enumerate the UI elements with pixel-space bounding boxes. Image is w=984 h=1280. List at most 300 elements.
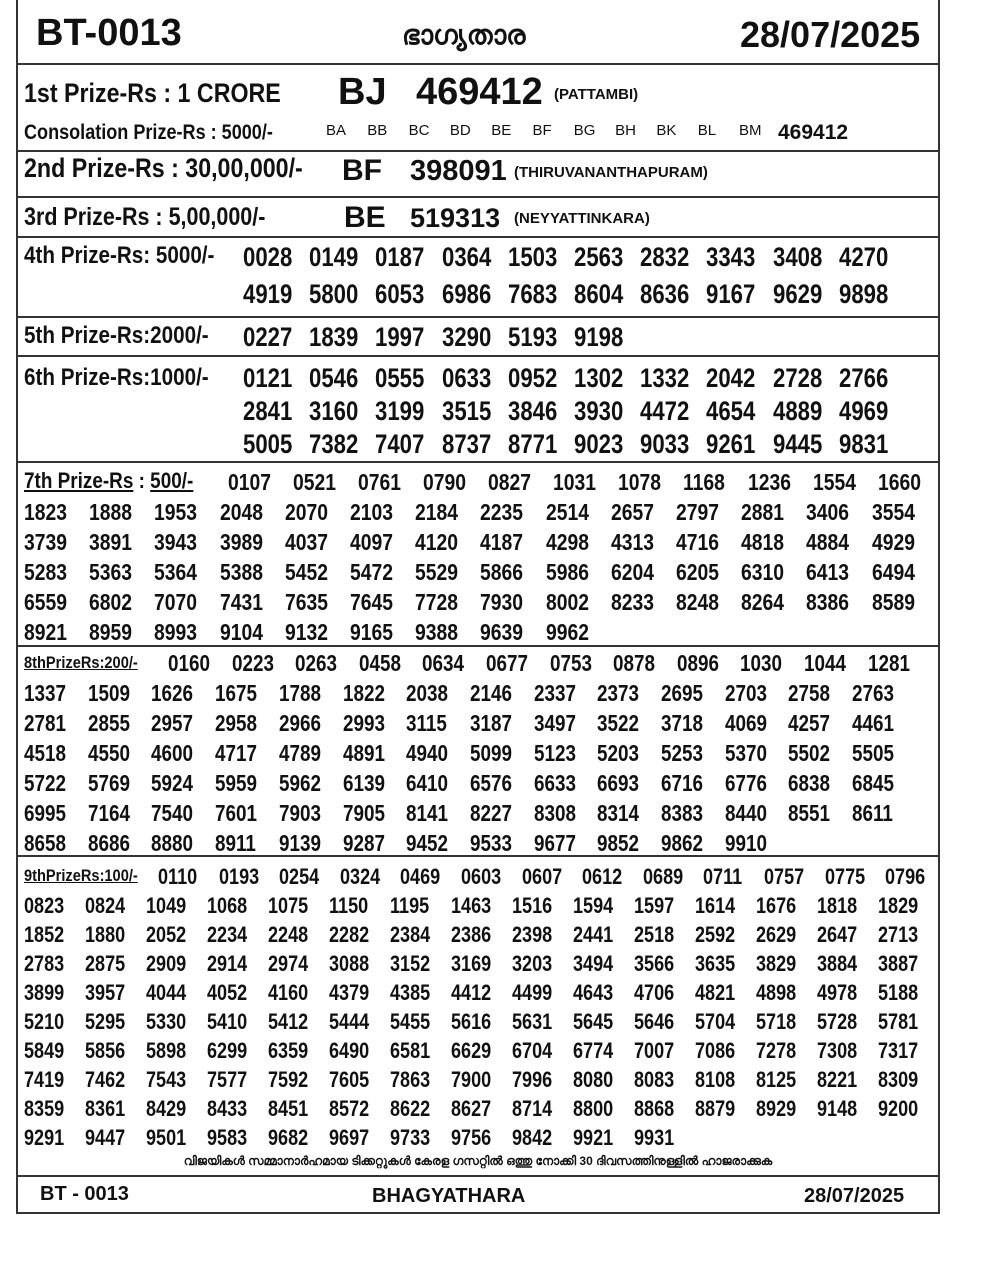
winning-number: 8083 [634, 1067, 675, 1092]
winning-number: 6838 [788, 770, 831, 796]
winning-number: 9198 [574, 322, 624, 352]
winning-number: 5412 [268, 1009, 309, 1034]
winning-number: 9682 [268, 1125, 309, 1150]
winning-number: 0324 [339, 864, 380, 889]
winning-number: 9639 [480, 619, 524, 645]
winning-number: 8108 [695, 1067, 736, 1092]
winning-number: 2184 [415, 499, 459, 525]
consolation-series-list [326, 122, 786, 146]
winning-number: 2993 [342, 710, 385, 736]
winning-number: 5295 [85, 1009, 126, 1034]
winning-number: 2235 [480, 499, 524, 525]
winning-number: 9852 [597, 830, 640, 856]
winning-number: 9445 [772, 429, 822, 459]
winning-number: 6310 [741, 559, 785, 585]
winning-number: 3635 [695, 951, 736, 976]
winning-number: 8429 [146, 1096, 187, 1121]
winning-number: 0149 [309, 242, 359, 272]
consolation-series-code: BF [532, 122, 552, 139]
winning-number: 1281 [867, 650, 910, 676]
consolation-series-code: BH [615, 122, 636, 139]
winning-number: 4884 [806, 529, 850, 555]
winning-number: 1888 [89, 499, 133, 525]
winning-number: 2909 [146, 951, 187, 976]
winning-number: 2384 [390, 922, 431, 947]
winning-number: 8658 [24, 830, 66, 856]
winning-number: 1463 [451, 893, 492, 918]
winning-number: 1953 [154, 499, 198, 525]
first-prize-series: BJ [338, 71, 387, 113]
winning-number: 5781 [878, 1009, 919, 1034]
winning-number: 9756 [451, 1125, 492, 1150]
fourth-prize-row [24, 242, 245, 270]
winning-number: 6629 [451, 1038, 492, 1063]
winning-number: 9200 [878, 1096, 919, 1121]
winning-number: 9291 [24, 1125, 65, 1150]
winning-number: 0824 [85, 893, 126, 918]
winning-number: 5410 [207, 1009, 248, 1034]
winning-number: 7996 [512, 1067, 553, 1092]
winning-number: 1822 [342, 680, 385, 706]
winning-number: 7431 [219, 589, 263, 615]
claim-notice: വിജയികൾ സമ്മാനാർഹമായ ടിക്കറ്റുകൾ കേരള ഗസറ്റിൽ ഒത്തു നോക്കി 30 ദിവസത്തിനുള്ളിൽ ഹാജരാക്കുക [183, 1154, 773, 1168]
winning-number: 2781 [24, 710, 66, 736]
footer-lottery-name: BHAGYATHARA [372, 1185, 526, 1207]
winning-number: 6494 [871, 559, 915, 585]
winning-number: 0187 [375, 242, 425, 272]
ninth-prize-row [24, 866, 156, 886]
winning-number: 1997 [375, 322, 425, 352]
winning-number: 4919 [243, 279, 293, 309]
sixth-prize-label: 6th Prize-Rs:1000/- [24, 364, 209, 391]
winning-number: 8080 [573, 1067, 614, 1092]
winning-number: 8686 [87, 830, 130, 856]
consolation-series-code: BM [739, 122, 762, 139]
winning-number: 1503 [507, 242, 558, 272]
winning-number: 2958 [215, 710, 258, 736]
winning-number: 7635 [284, 589, 328, 615]
winning-number: 1675 [215, 680, 258, 706]
winning-number: 7462 [85, 1067, 126, 1092]
winning-number: 4412 [451, 980, 492, 1005]
winning-number: 5188 [878, 980, 919, 1005]
winning-number: 0458 [358, 650, 401, 676]
divider [18, 355, 938, 357]
consolation-series-code: BG [573, 122, 596, 139]
winning-number: 8264 [741, 589, 785, 615]
winning-number: 2875 [85, 951, 126, 976]
winning-number: 0823 [24, 893, 65, 918]
winning-number: 6559 [24, 589, 67, 615]
winning-number: 0223 [231, 650, 274, 676]
winning-number: 5283 [24, 559, 67, 585]
winning-number: 8959 [89, 619, 133, 645]
winning-number: 3846 [507, 396, 558, 426]
winning-number: 8714 [512, 1096, 553, 1121]
divider [18, 316, 938, 318]
winning-number: 0634 [422, 650, 465, 676]
winning-number: 1660 [878, 469, 921, 495]
winning-number: 4821 [695, 980, 736, 1005]
winning-number: 0603 [461, 864, 502, 889]
winning-number: 1852 [24, 922, 65, 947]
winning-number: 4600 [151, 740, 194, 766]
winning-number: 2841 [243, 396, 293, 426]
third-prize-label: 3rd Prize-Rs : 5,00,000/- [24, 203, 266, 231]
winning-number: 2647 [817, 922, 858, 947]
winning-number: 6716 [661, 770, 703, 796]
winning-number: 2797 [676, 499, 719, 525]
winning-number: 2048 [219, 499, 263, 525]
winning-number: 3829 [756, 951, 797, 976]
winning-number: 8433 [207, 1096, 248, 1121]
divider [18, 63, 938, 65]
consolation-row [24, 121, 313, 145]
winning-number: 7407 [375, 429, 425, 459]
winning-number: 5728 [817, 1009, 858, 1034]
winning-number: 6413 [806, 559, 850, 585]
winning-number: 8636 [640, 279, 690, 309]
winning-number: 6359 [268, 1038, 309, 1063]
winning-number: 4717 [215, 740, 258, 766]
winning-number: 7930 [480, 589, 524, 615]
draw-code: BT-0013 [36, 12, 182, 54]
divider [18, 1175, 938, 1177]
winning-number: 2386 [451, 922, 492, 947]
winning-number: 1839 [309, 322, 359, 352]
second-prize-series: BF [342, 154, 382, 187]
winning-number: 4550 [87, 740, 130, 766]
winning-number: 2038 [406, 680, 449, 706]
winning-number: 9898 [838, 279, 889, 309]
winning-number: 4716 [676, 529, 719, 555]
winning-number: 8359 [24, 1096, 65, 1121]
winning-number: 0757 [764, 864, 805, 889]
winning-number: 9104 [219, 619, 263, 645]
third-prize-place: (NEYYATTINKARA) [514, 210, 650, 227]
winning-number: 2832 [640, 242, 690, 272]
second-prize-number: 398091 [410, 155, 507, 187]
winning-number: 2052 [146, 922, 187, 947]
winning-number: 0546 [309, 363, 359, 393]
winning-number: 0160 [168, 650, 210, 676]
divider [18, 150, 938, 152]
consolation-number: 469412 [778, 121, 849, 144]
winning-number: 0711 [703, 864, 743, 889]
winning-number: 5193 [507, 322, 558, 352]
winning-number: 4257 [788, 710, 831, 736]
consolation-label: Consolation Prize-Rs : 5000/- [24, 121, 273, 144]
winning-number: 3169 [451, 951, 492, 976]
winning-number: 3152 [390, 951, 431, 976]
winning-number: 5800 [309, 279, 359, 309]
winning-number: 8221 [817, 1067, 858, 1092]
winning-number: 6204 [610, 559, 654, 585]
winning-number: 9583 [207, 1125, 248, 1150]
winning-number: 8627 [451, 1096, 492, 1121]
winning-number: 6633 [533, 770, 576, 796]
winning-number: 1044 [804, 650, 846, 676]
winning-number: 0107 [228, 469, 271, 495]
winning-number: 5363 [89, 559, 133, 585]
winning-number: 5370 [724, 740, 767, 766]
winning-number: 3884 [817, 951, 858, 976]
winning-number: 3408 [772, 242, 822, 272]
winning-number: 5646 [634, 1009, 675, 1034]
winning-number: 3943 [154, 529, 198, 555]
winning-number: 5856 [85, 1038, 126, 1063]
winning-number: 5505 [852, 740, 895, 766]
winning-number: 5631 [512, 1009, 553, 1034]
winning-number: 1594 [573, 893, 614, 918]
winning-number: 5962 [278, 770, 321, 796]
divider [18, 855, 938, 857]
third-prize-series: BE [344, 201, 386, 234]
eighth-prize-row [24, 653, 156, 673]
winning-number: 3515 [441, 396, 491, 426]
winning-number: 2763 [852, 680, 895, 706]
winning-number: 9033 [640, 429, 690, 459]
winning-number: 1030 [740, 650, 783, 676]
winning-number: 9842 [512, 1125, 553, 1150]
winning-number: 2337 [533, 680, 576, 706]
winning-number: 2592 [695, 922, 736, 947]
winning-number: 2758 [788, 680, 831, 706]
winning-number: 1597 [634, 893, 675, 918]
winning-number: 0110 [158, 864, 198, 889]
winning-number: 5472 [350, 559, 393, 585]
winning-number: 2629 [756, 922, 797, 947]
winning-number: 7278 [756, 1038, 797, 1063]
winning-number: 7007 [634, 1038, 675, 1063]
winning-number: 1031 [553, 469, 596, 495]
winning-number: 6693 [597, 770, 640, 796]
winning-number: 3887 [878, 951, 919, 976]
winning-number: 1626 [151, 680, 194, 706]
winning-number: 0689 [642, 864, 683, 889]
winning-number: 2766 [838, 363, 889, 393]
winning-number: 3406 [806, 499, 850, 525]
winning-number: 7645 [350, 589, 393, 615]
winning-number: 7540 [151, 800, 194, 826]
winning-number: 0607 [521, 864, 562, 889]
winning-number: 8868 [634, 1096, 675, 1121]
winning-number: 8993 [154, 619, 198, 645]
winning-number: 0612 [582, 864, 623, 889]
winning-number: 5704 [695, 1009, 736, 1034]
ninth-prize-label: 9thPrizeRs:100/- [24, 866, 138, 885]
fourth-prize-label: 4th Prize-Rs: 5000/- [24, 242, 215, 269]
winning-number: 9388 [415, 619, 459, 645]
winning-number: 5452 [284, 559, 328, 585]
winning-number: 1516 [512, 893, 553, 918]
winning-number: 8879 [695, 1096, 736, 1121]
winning-number: 6576 [469, 770, 512, 796]
winning-number: 8440 [724, 800, 767, 826]
winning-number: 8929 [756, 1096, 797, 1121]
winning-number: 9629 [772, 279, 822, 309]
winning-number: 5388 [219, 559, 263, 585]
winning-number: 0028 [243, 242, 293, 272]
winning-number: 4313 [610, 529, 654, 555]
winning-number: 8911 [215, 830, 257, 856]
winning-number: 5364 [154, 559, 198, 585]
third-prize-row [24, 203, 305, 232]
divider [18, 461, 938, 463]
winning-number: 2695 [661, 680, 703, 706]
winning-number: 9697 [329, 1125, 370, 1150]
winning-number: 5645 [573, 1009, 614, 1034]
winning-number: 4818 [741, 529, 785, 555]
winning-number: 8125 [756, 1067, 797, 1092]
winning-number: 9148 [817, 1096, 858, 1121]
winning-number: 0952 [507, 363, 558, 393]
winning-number: 2514 [545, 499, 589, 525]
consolation-series-code: BE [491, 122, 512, 139]
second-prize-row [24, 153, 348, 184]
winning-number: 5203 [597, 740, 640, 766]
winning-number: 7601 [215, 800, 258, 826]
winning-number: 3187 [469, 710, 512, 736]
winning-number: 8771 [507, 429, 558, 459]
winning-number: 5866 [480, 559, 524, 585]
winning-number: 4298 [545, 529, 589, 555]
winning-number: 3554 [871, 499, 915, 525]
winning-number: 1195 [390, 893, 430, 918]
divider [18, 645, 938, 647]
winning-number: 6986 [441, 279, 491, 309]
winning-number: 9831 [838, 429, 889, 459]
winning-number: 1150 [329, 893, 369, 918]
winning-number: 1332 [640, 363, 690, 393]
winning-number: 2103 [350, 499, 393, 525]
winning-number: 7086 [695, 1038, 736, 1063]
winning-number: 0827 [488, 469, 531, 495]
winning-number: 7728 [415, 589, 459, 615]
winning-number: 9862 [661, 830, 703, 856]
winning-number: 2713 [878, 922, 919, 947]
winning-number: 0878 [613, 650, 656, 676]
winning-number: 4978 [817, 980, 858, 1005]
winning-number: 8451 [268, 1096, 309, 1121]
winning-number: 9921 [573, 1125, 614, 1150]
winning-number: 0633 [441, 363, 491, 393]
winning-number: 8921 [24, 619, 67, 645]
winning-number: 2855 [87, 710, 130, 736]
winning-number: 4379 [329, 980, 370, 1005]
winning-number: 3989 [219, 529, 263, 555]
winning-number: 7683 [507, 279, 558, 309]
winning-number: 6581 [390, 1038, 431, 1063]
winning-number: 8233 [610, 589, 654, 615]
winning-number: 6774 [573, 1038, 614, 1063]
lottery-title-malayalam: ഭാഗ്യതാര [402, 20, 526, 50]
winning-number: 6053 [375, 279, 425, 309]
winning-number: 9287 [342, 830, 385, 856]
second-prize-label: 2nd Prize-Rs : 30,00,000/- [24, 153, 303, 183]
winning-number: 0677 [486, 650, 528, 676]
winning-number: 4044 [146, 980, 187, 1005]
winning-number: 0193 [218, 864, 259, 889]
winning-number: 8386 [806, 589, 850, 615]
winning-number: 9167 [706, 279, 756, 309]
winning-number: 4940 [406, 740, 449, 766]
winning-number: 3199 [375, 396, 425, 426]
winning-number: 0121 [243, 363, 293, 393]
winning-number: 2914 [207, 951, 248, 976]
winning-number: 5502 [788, 740, 831, 766]
winning-number: 3160 [309, 396, 359, 426]
winning-number: 1068 [207, 893, 248, 918]
consolation-series-code: BA [326, 122, 347, 139]
winning-number: 4643 [573, 980, 614, 1005]
winning-number: 2518 [634, 922, 675, 947]
winning-number: 8227 [469, 800, 512, 826]
winning-number: 3566 [634, 951, 675, 976]
winning-number: 2248 [268, 922, 309, 947]
winning-number: 9501 [146, 1125, 187, 1150]
winning-number: 9910 [724, 830, 767, 856]
winning-number: 7605 [329, 1067, 370, 1092]
winning-number: 3494 [573, 951, 614, 976]
winning-number: 4037 [284, 529, 328, 555]
winning-number: 1509 [87, 680, 130, 706]
consolation-series-code: BB [367, 122, 388, 139]
winning-number: 7903 [278, 800, 321, 826]
winning-number: 5722 [24, 770, 66, 796]
winning-number: 7164 [87, 800, 130, 826]
winning-number: 0555 [375, 363, 425, 393]
winning-number: 2974 [268, 951, 309, 976]
winning-number: 1337 [24, 680, 66, 706]
divider [18, 236, 938, 238]
winning-number: 8309 [878, 1067, 919, 1092]
winning-number: 9931 [634, 1125, 675, 1150]
winning-number: 4461 [852, 710, 895, 736]
winning-number: 4518 [24, 740, 66, 766]
lottery-result-sheet [16, 0, 940, 1214]
winning-number: 9733 [390, 1125, 431, 1150]
winning-number: 9132 [284, 619, 328, 645]
winning-number: 7317 [878, 1038, 919, 1063]
footer-date: 28/07/2025 [804, 1185, 905, 1207]
winning-number: 2070 [284, 499, 328, 525]
winning-number: 7382 [309, 429, 359, 459]
winning-number: 7577 [207, 1067, 248, 1092]
winning-number: 5986 [545, 559, 589, 585]
sixth-prize-row [24, 364, 239, 392]
winning-number: 1236 [748, 469, 791, 495]
winning-number: 1788 [278, 680, 321, 706]
winning-number: 6776 [724, 770, 767, 796]
winning-number: 4898 [756, 980, 797, 1005]
first-prize-place: (PATTAMBI) [554, 86, 639, 103]
winning-number: 8572 [329, 1096, 370, 1121]
winning-number: 0469 [400, 864, 441, 889]
winning-number: 2441 [573, 922, 614, 947]
winning-number: 5253 [661, 740, 703, 766]
winning-number: 1075 [268, 893, 309, 918]
winning-number: 6490 [329, 1038, 370, 1063]
winning-number: 4789 [278, 740, 321, 766]
winning-number: 0364 [441, 242, 491, 272]
winning-number: 8248 [676, 589, 719, 615]
winning-number: 9533 [469, 830, 512, 856]
winning-number: 4097 [350, 529, 393, 555]
winning-number: 9023 [574, 429, 624, 459]
winning-number: 3891 [89, 529, 133, 555]
winning-number: 9447 [85, 1125, 126, 1150]
